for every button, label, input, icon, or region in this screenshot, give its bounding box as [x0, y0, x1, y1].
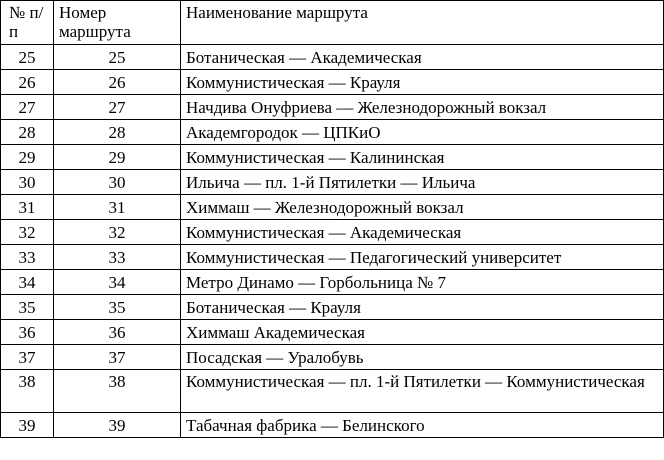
- route-number-cell: 33: [54, 245, 181, 270]
- row-number-cell: 33: [1, 245, 54, 270]
- table-row: [1, 95, 664, 120]
- table-row: [1, 70, 664, 95]
- table-row: [1, 345, 664, 370]
- header-row: [1, 1, 664, 45]
- route-number-cell: 28: [54, 120, 181, 145]
- route-number-cell: 26: [54, 70, 181, 95]
- route-name-cell: Начдива Онуфриева — Железнодорожный вокзал: [181, 95, 664, 120]
- route-name-cell: Ботаническая — Крауля: [181, 295, 664, 320]
- row-number-cell: 34: [1, 270, 54, 295]
- route-number-cell: 32: [54, 220, 181, 245]
- route-number-cell: 36: [54, 320, 181, 345]
- route-name-cell: Химмаш — Железнодорожный вокзал: [181, 195, 664, 220]
- route-number-cell: 25: [54, 45, 181, 70]
- route-name-cell: Коммунистическая — Педагогический университет: [181, 245, 664, 270]
- table-row: [1, 45, 664, 70]
- route-number-cell: 38: [54, 370, 181, 413]
- header-row-number: № п/п: [1, 1, 54, 45]
- route-name-cell: Табачная фабрика — Белинского: [181, 413, 664, 438]
- route-name-cell: Посадская — Уралобувь: [181, 345, 664, 370]
- row-number-cell: 39: [1, 413, 54, 438]
- route-number-cell: 31: [54, 195, 181, 220]
- table-row: [1, 220, 664, 245]
- row-number-cell: 25: [1, 45, 54, 70]
- table-body: [1, 45, 664, 438]
- route-name-cell: Химмаш Академическая: [181, 320, 664, 345]
- route-name-cell: Коммунистическая — Академическая: [181, 220, 664, 245]
- table-row: [1, 320, 664, 345]
- table-row: [1, 270, 664, 295]
- row-number-cell: 27: [1, 95, 54, 120]
- table-header: [1, 1, 664, 45]
- table-row: [1, 195, 664, 220]
- route-name-cell: Ботаническая — Академическая: [181, 45, 664, 70]
- route-number-cell: 27: [54, 95, 181, 120]
- row-number-cell: 30: [1, 170, 54, 195]
- table-row: [1, 370, 664, 413]
- table-row: [1, 245, 664, 270]
- route-number-cell: 37: [54, 345, 181, 370]
- row-number-cell: 37: [1, 345, 54, 370]
- row-number-cell: 31: [1, 195, 54, 220]
- header-route-name: Наименование маршрута: [181, 1, 664, 45]
- row-number-cell: 35: [1, 295, 54, 320]
- row-number-cell: 36: [1, 320, 54, 345]
- route-number-cell: 29: [54, 145, 181, 170]
- row-number-cell: 26: [1, 70, 54, 95]
- route-number-cell: 30: [54, 170, 181, 195]
- route-name-cell: Метро Динамо — Горбольница № 7: [181, 270, 664, 295]
- route-name-cell: Ильича — пл. 1-й Пятилетки — Ильича: [181, 170, 664, 195]
- route-name-cell: Академгородок — ЦПКиО: [181, 120, 664, 145]
- row-number-cell: 32: [1, 220, 54, 245]
- route-name-cell: Коммунистическая — Крауля: [181, 70, 664, 95]
- table-row: [1, 145, 664, 170]
- route-number-cell: 35: [54, 295, 181, 320]
- row-number-cell: 28: [1, 120, 54, 145]
- row-number-cell: 38: [1, 370, 54, 413]
- header-route-number: Номер маршрута: [54, 1, 181, 45]
- table-row: [1, 295, 664, 320]
- route-number-cell: 39: [54, 413, 181, 438]
- table-row: [1, 120, 664, 145]
- table-row: [1, 170, 664, 195]
- table-row: [1, 413, 664, 438]
- row-number-cell: 29: [1, 145, 54, 170]
- route-name-cell: Коммунистическая — Калининская: [181, 145, 664, 170]
- route-number-cell: 34: [54, 270, 181, 295]
- route-name-cell: Коммунистическая — пл. 1-й Пятилетки — Коммунистическая: [181, 370, 664, 413]
